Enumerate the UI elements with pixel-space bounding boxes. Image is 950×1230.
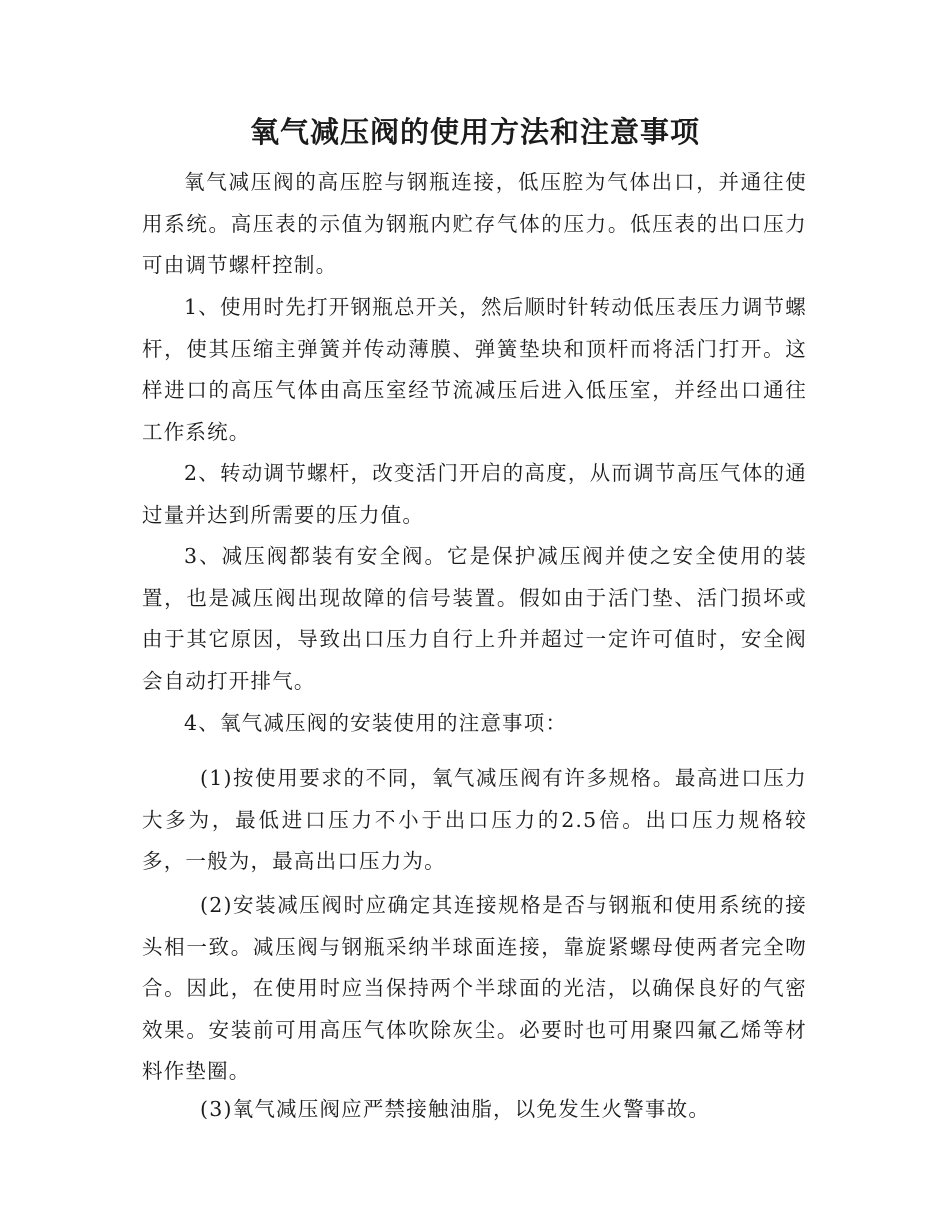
paragraph-step-4-heading: 4、氧气减压阀的安装使用的注意事项： [184, 711, 568, 735]
paragraph-step-1: 1、使用时先打开钢瓶总开关，然后顺时针转动低压表压力调节螺杆，使其压缩主弹簧并传动薄膜、弹簧垫块和顶杆而将活门打开。这样进口的高压气体由高压室经节流减压后进入低压室，并经出口通往工作系统。 [142, 295, 807, 444]
paragraph-note-3: (3)氧气减压阀应严禁接触油脂，以免发生火警事故。 [200, 1097, 711, 1121]
document-title: 氧气减压阀的使用方法和注意事项 [249, 115, 700, 149]
paragraph-step-3: 3、减压阀都装有安全阀。它是保护减压阀并使之安全使用的装置，也是减压阀出现故障的信号装置。假如由于活门垫、活门损坏或由于其它原因，导致出口压力自行上升并超过一定许可值时，安全阀会自动打开排气。 [142, 544, 807, 693]
paragraph-note-2: (2)安装减压阀时应确定其连接规格是否与钢瓶和使用系统的接头相一致。减压阀与钢瓶采纳半球面连接，靠旋紧螺母使两者完全吻合。因此，在使用时应当保持两个半球面的光洁，以确保良好的气密效果。安装前可用高压气体吹除灰尘。必要时也可用聚四氟乙烯等材料作垫圈。 [142, 893, 807, 1083]
paragraph-step-2: 2、转动调节螺杆，改变活门开启的高度，从而调节高压气体的通过量并达到所需要的压力值。 [142, 461, 807, 527]
paragraph-intro: 氧气减压阀的高压腔与钢瓶连接，低压腔为气体出口，并通往使用系统。高压表的示值为钢瓶内贮存气体的压力。低压表的出口压力可由调节螺杆控制。 [142, 170, 807, 277]
paragraph-note-1: (1)按使用要求的不同，氧气减压阀有许多规格。最高进口压力大多为，最低进口压力不小于出口压力的2.5倍。出口压力规格较多，一般为，最高出口压力为。 [142, 766, 807, 873]
